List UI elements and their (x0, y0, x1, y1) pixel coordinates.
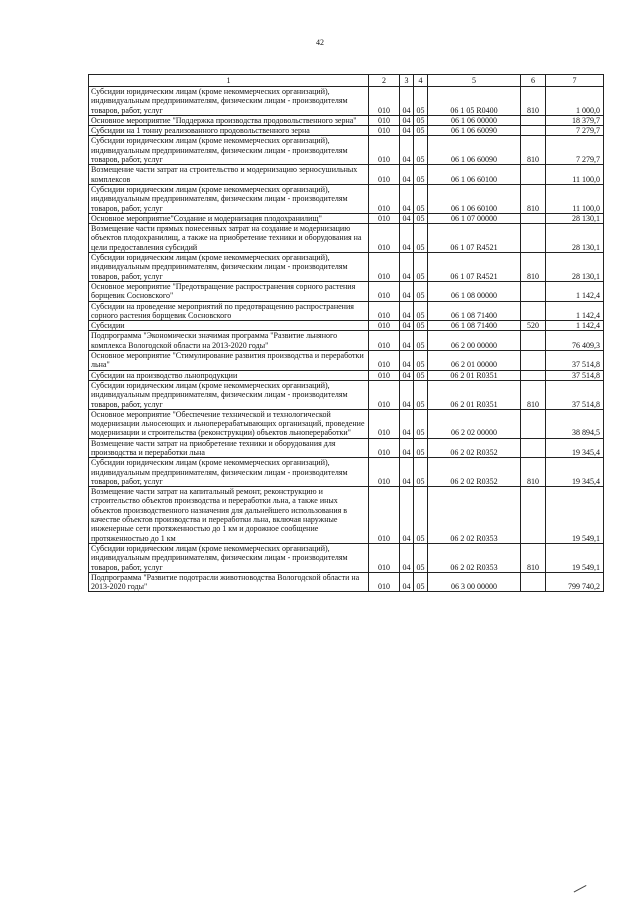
row-name-cell: Субсидии юридическим лицам (кроме некоммерческих организаций), индивидуальным предпринимателям, физическим лицам - производителям товаров, работ, услуг (89, 136, 369, 165)
row-target-article-cell: 06 1 07 R4521 (428, 253, 521, 282)
row-name-cell: Возмещение части затрат на приобретение техники и оборудования для производства и переработки льна (89, 438, 369, 458)
row-name-cell: Субсидии юридическим лицам (кроме некоммерческих организаций), индивидуальным предпринимателям, физическим лицам - производителям товаров, работ, услуг (89, 380, 369, 409)
row-subsection-cell: 05 (414, 351, 428, 371)
row-target-article-cell: 06 1 08 71400 (428, 321, 521, 331)
table-row (89, 572, 604, 592)
row-amount-cell: 28 130,1 (546, 253, 604, 282)
row-section-cell: 04 (400, 572, 414, 592)
row-name-cell: Подпрограмма "Развитие подотрасли животноводства Вологодской области на 2013-2020 годы" (89, 572, 369, 592)
row-amount-cell: 7 279,7 (546, 126, 604, 136)
row-amount-cell: 37 514,8 (546, 370, 604, 380)
row-subsection-cell: 05 (414, 126, 428, 136)
row-grbs-cell: 010 (369, 458, 400, 487)
row-target-article-cell: 06 2 01 R0351 (428, 370, 521, 380)
row-target-article-cell: 06 2 02 00000 (428, 409, 521, 438)
row-subsection-cell: 05 (414, 301, 428, 321)
table-row (89, 224, 604, 253)
row-subsection-cell: 05 (414, 136, 428, 165)
row-name-cell: Субсидии на 1 тонну реализованного продовольственного зерна (89, 126, 369, 136)
row-amount-cell: 799 740,2 (546, 572, 604, 592)
row-target-article-cell: 06 2 01 R0351 (428, 380, 521, 409)
table-row (89, 487, 604, 544)
row-section-cell: 04 (400, 253, 414, 282)
row-amount-cell: 7 279,7 (546, 136, 604, 165)
row-expense-type-cell: 810 (521, 87, 546, 116)
row-grbs-cell: 010 (369, 572, 400, 592)
row-subsection-cell: 05 (414, 253, 428, 282)
table-row (89, 409, 604, 438)
row-expense-type-cell (521, 351, 546, 371)
row-expense-type-cell (521, 438, 546, 458)
row-expense-type-cell (521, 281, 546, 301)
row-target-article-cell: 06 2 02 R0352 (428, 438, 521, 458)
table-row (89, 438, 604, 458)
row-grbs-cell: 010 (369, 487, 400, 544)
row-section-cell: 04 (400, 213, 414, 223)
row-section-cell: 04 (400, 370, 414, 380)
row-grbs-cell: 010 (369, 213, 400, 223)
row-name-cell: Подпрограмма "Экономически значимая программа "Развитие льняного комплекса Вологодской области на 2013-2020 годы" (89, 331, 369, 351)
page-number: 42 (316, 38, 324, 47)
row-grbs-cell: 010 (369, 370, 400, 380)
table-row (89, 253, 604, 282)
row-target-article-cell: 06 1 06 60090 (428, 126, 521, 136)
row-amount-cell: 28 130,1 (546, 213, 604, 223)
row-grbs-cell: 010 (369, 380, 400, 409)
row-subsection-cell: 05 (414, 281, 428, 301)
row-grbs-cell: 010 (369, 165, 400, 185)
table-row (89, 380, 604, 409)
column-header: 6 (521, 75, 546, 87)
row-grbs-cell: 010 (369, 184, 400, 213)
row-grbs-cell: 010 (369, 331, 400, 351)
row-target-article-cell: 06 1 06 60100 (428, 184, 521, 213)
row-grbs-cell: 010 (369, 126, 400, 136)
column-header: 7 (546, 75, 604, 87)
row-name-cell: Субсидии на проведение мероприятий по предотвращению распространения сорного растения борщевик Сосновского (89, 301, 369, 321)
row-name-cell: Субсидии юридическим лицам (кроме некоммерческих организаций), индивидуальным предпринимателям, физическим лицам - производителям товаров, работ, услуг (89, 458, 369, 487)
row-grbs-cell: 010 (369, 136, 400, 165)
row-subsection-cell: 05 (414, 165, 428, 185)
row-amount-cell: 1 000,0 (546, 87, 604, 116)
row-amount-cell: 76 409,3 (546, 331, 604, 351)
row-grbs-cell: 010 (369, 281, 400, 301)
row-target-article-cell: 06 2 02 R0352 (428, 458, 521, 487)
column-header: 5 (428, 75, 521, 87)
row-subsection-cell: 05 (414, 184, 428, 213)
row-expense-type-cell: 810 (521, 184, 546, 213)
table-row (89, 87, 604, 116)
row-name-cell: Основное мероприятие "Предотвращение распространения сорного растения борщевик Сосновского" (89, 281, 369, 301)
row-name-cell: Возмещение части прямых понесенных затрат на создание и модернизацию объектов плодохранилищ, а также на приобретение техники и оборудования на цели предоставления субсидий (89, 224, 369, 253)
row-amount-cell: 11 100,0 (546, 184, 604, 213)
table-row (89, 281, 604, 301)
row-section-cell: 04 (400, 543, 414, 572)
row-amount-cell: 37 514,8 (546, 351, 604, 371)
row-section-cell: 04 (400, 458, 414, 487)
row-section-cell: 04 (400, 165, 414, 185)
row-section-cell: 04 (400, 351, 414, 371)
row-name-cell: Субсидии юридическим лицам (кроме некоммерческих организаций), индивидуальным предпринимателям, физическим лицам - производителям товаров, работ, услуг (89, 184, 369, 213)
row-expense-type-cell (521, 572, 546, 592)
row-name-cell: Субсидии (89, 321, 369, 331)
row-subsection-cell: 05 (414, 409, 428, 438)
row-expense-type-cell (521, 370, 546, 380)
row-subsection-cell: 05 (414, 370, 428, 380)
table-row (89, 301, 604, 321)
row-subsection-cell: 05 (414, 331, 428, 351)
row-target-article-cell: 06 1 08 71400 (428, 301, 521, 321)
row-target-article-cell: 06 1 07 00000 (428, 213, 521, 223)
row-target-article-cell: 06 2 00 00000 (428, 331, 521, 351)
table-row (89, 115, 604, 125)
row-section-cell: 04 (400, 115, 414, 125)
row-subsection-cell: 05 (414, 87, 428, 116)
row-subsection-cell: 05 (414, 380, 428, 409)
row-amount-cell: 37 514,8 (546, 380, 604, 409)
table-row (89, 458, 604, 487)
row-target-article-cell: 06 1 05 R0400 (428, 87, 521, 116)
row-expense-type-cell (521, 224, 546, 253)
row-section-cell: 04 (400, 380, 414, 409)
table-row (89, 184, 604, 213)
row-target-article-cell: 06 1 07 R4521 (428, 224, 521, 253)
row-name-cell: Основное мероприятие"Создание и модернизация плодохранилищ" (89, 213, 369, 223)
row-subsection-cell: 05 (414, 321, 428, 331)
row-name-cell: Субсидии юридическим лицам (кроме некоммерческих организаций), индивидуальным предпринимателям, физическим лицам - производителям товаров, работ, услуг (89, 543, 369, 572)
row-name-cell: Возмещение части затрат на строительство и модернизацию зерносушильных комплексов (89, 165, 369, 185)
row-amount-cell: 19 549,1 (546, 543, 604, 572)
column-header: 3 (400, 75, 414, 87)
row-subsection-cell: 05 (414, 438, 428, 458)
row-expense-type-cell: 810 (521, 136, 546, 165)
row-grbs-cell: 010 (369, 438, 400, 458)
row-name-cell: Основное мероприятие "Обеспечение технической и технологической модернизации льносеющих и льноперерабатывающих организаций, проведение модернизации и строительства (реконструкции) объектов льнопереработки" (89, 409, 369, 438)
row-expense-type-cell (521, 487, 546, 544)
column-header: 2 (369, 75, 400, 87)
row-name-cell: Субсидии юридическим лицам (кроме некоммерческих организаций), индивидуальным предпринимателям, физическим лицам - производителям товаров, работ, услуг (89, 253, 369, 282)
table-row (89, 126, 604, 136)
row-grbs-cell: 010 (369, 87, 400, 116)
row-expense-type-cell: 810 (521, 253, 546, 282)
column-header: 4 (414, 75, 428, 87)
table-row (89, 213, 604, 223)
row-grbs-cell: 010 (369, 115, 400, 125)
row-name-cell: Субсидии на производство льнопродукции (89, 370, 369, 380)
table-row (89, 351, 604, 371)
row-subsection-cell: 05 (414, 487, 428, 544)
table-row (89, 165, 604, 185)
row-expense-type-cell (521, 126, 546, 136)
row-grbs-cell: 010 (369, 351, 400, 371)
row-target-article-cell: 06 1 06 60100 (428, 165, 521, 185)
row-subsection-cell: 05 (414, 572, 428, 592)
row-name-cell: Возмещение части затрат на капитальный ремонт, реконструкцию и строительство объектов производства и переработки льна, а также иных объектов производственного назначения для дальнейшего использования в качестве объектов производства и переработки льна, включая наружные инженерные сети протяженностью до 1 км и дорожное сообщение протяженностью до 1 км (89, 487, 369, 544)
row-expense-type-cell: 810 (521, 380, 546, 409)
row-subsection-cell: 05 (414, 543, 428, 572)
table-row (89, 136, 604, 165)
row-section-cell: 04 (400, 301, 414, 321)
row-amount-cell: 38 894,5 (546, 409, 604, 438)
row-target-article-cell: 06 2 01 00000 (428, 351, 521, 371)
row-section-cell: 04 (400, 438, 414, 458)
row-grbs-cell: 010 (369, 224, 400, 253)
row-grbs-cell: 010 (369, 301, 400, 321)
table-row (89, 543, 604, 572)
row-amount-cell: 1 142,4 (546, 321, 604, 331)
row-amount-cell: 28 130,1 (546, 224, 604, 253)
row-section-cell: 04 (400, 87, 414, 116)
row-section-cell: 04 (400, 331, 414, 351)
row-target-article-cell: 06 3 00 00000 (428, 572, 521, 592)
row-grbs-cell: 010 (369, 543, 400, 572)
row-name-cell: Субсидии юридическим лицам (кроме некоммерческих организаций), индивидуальным предпринимателям, физическим лицам - производителям товаров, работ, услуг (89, 87, 369, 116)
row-section-cell: 04 (400, 409, 414, 438)
row-expense-type-cell: 810 (521, 458, 546, 487)
row-target-article-cell: 06 2 02 R0353 (428, 543, 521, 572)
row-target-article-cell: 06 2 02 R0353 (428, 487, 521, 544)
row-section-cell: 04 (400, 136, 414, 165)
row-name-cell: Основное мероприятие "Стимулирование развития производства и переработки льна" (89, 351, 369, 371)
row-amount-cell: 18 379,7 (546, 115, 604, 125)
row-expense-type-cell: 520 (521, 321, 546, 331)
table-row (89, 321, 604, 331)
row-subsection-cell: 05 (414, 458, 428, 487)
table-header-row (89, 75, 604, 87)
row-section-cell: 04 (400, 281, 414, 301)
row-amount-cell: 19 345,4 (546, 458, 604, 487)
table-row (89, 331, 604, 351)
table-row (89, 370, 604, 380)
row-section-cell: 04 (400, 126, 414, 136)
row-section-cell: 04 (400, 224, 414, 253)
row-expense-type-cell (521, 165, 546, 185)
row-name-cell: Основное мероприятие "Поддержка производства продовольственного зерна" (89, 115, 369, 125)
row-amount-cell: 1 142,4 (546, 281, 604, 301)
row-subsection-cell: 05 (414, 115, 428, 125)
row-subsection-cell: 05 (414, 213, 428, 223)
row-section-cell: 04 (400, 184, 414, 213)
row-expense-type-cell (521, 331, 546, 351)
row-amount-cell: 19 549,1 (546, 487, 604, 544)
row-target-article-cell: 06 1 06 00000 (428, 115, 521, 125)
row-expense-type-cell: 810 (521, 543, 546, 572)
row-expense-type-cell (521, 213, 546, 223)
row-target-article-cell: 06 1 06 60090 (428, 136, 521, 165)
row-subsection-cell: 05 (414, 224, 428, 253)
row-expense-type-cell (521, 409, 546, 438)
budget-table (88, 74, 604, 592)
scan-mark (574, 885, 589, 896)
row-amount-cell: 19 345,4 (546, 438, 604, 458)
row-expense-type-cell (521, 115, 546, 125)
row-section-cell: 04 (400, 321, 414, 331)
column-header: 1 (89, 75, 369, 87)
row-grbs-cell: 010 (369, 409, 400, 438)
row-expense-type-cell (521, 301, 546, 321)
row-grbs-cell: 010 (369, 253, 400, 282)
row-target-article-cell: 06 1 08 00000 (428, 281, 521, 301)
row-grbs-cell: 010 (369, 321, 400, 331)
row-amount-cell: 1 142,4 (546, 301, 604, 321)
row-section-cell: 04 (400, 487, 414, 544)
row-amount-cell: 11 100,0 (546, 165, 604, 185)
